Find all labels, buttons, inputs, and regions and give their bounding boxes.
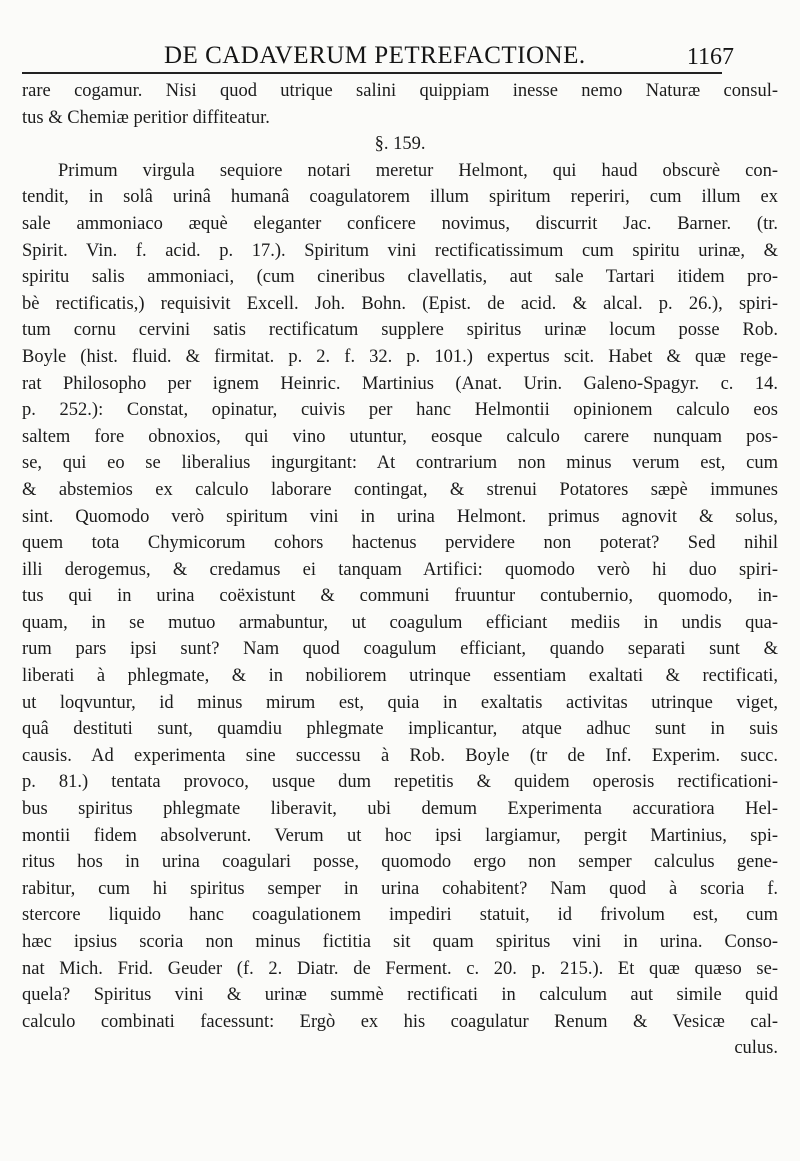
text-line: causis. Ad experimenta sine successu à Rob. Boyle (tr de Inf. Experim. succ. (22, 745, 778, 766)
page-number: 1167 (686, 44, 734, 70)
text-line: tus qui in urina coëxistunt & communi fruuntur contubernio, quomodo, in- (22, 586, 778, 607)
text-line: bus spiritus phlegmate liberavit, ubi demum Experimenta accuratiora Hel- (22, 799, 778, 820)
body-text (22, 78, 778, 1062)
page-header (150, 38, 740, 72)
text-line: Spirit. Vin. f. acid. p. 17.). Spiritum vini rectificatissimum cum spiritu urinæ, & (22, 240, 778, 261)
text-line: ut loqvuntur, id minus mirum est, quia in exaltatis activitas utrinque viget, (22, 692, 778, 713)
text-line: Boyle (hist. fluid. & firmitat. p. 2. f. 32. p. 101.) expertus scit. Habet & quæ rege- (22, 346, 778, 367)
text-line: quela? Spiritus vini & urinæ summè rectificati in calculum aut simile quid (22, 985, 778, 1006)
running-head: DE CADAVERUM PETREFACTIONE. (164, 42, 586, 69)
text-line: liberati à phlegmate, & in nobiliorem utrinque essentiam exaltati & rectificati, (22, 666, 778, 687)
text-line: se, qui eo se liberalius ingurgitant: At contrarium non minus verum est, cum (22, 453, 778, 474)
text-line: quâ destituti sunt, quamdiu phlegmate implicantur, atque adhuc sunt in suis (22, 719, 778, 740)
text-line: quem tota Chymicorum cohors hactenus pervidere non poterat? Sed nihil (22, 533, 778, 554)
text-line: bè rectificatis,) requisivit Excell. Joh. Bohn. (Epist. de acid. & alcal. p. 26.), spiri- (22, 293, 778, 314)
text-line: p. 252.): Constat, opinatur, cuivis per hanc Helmontii opinionem calculo eos (22, 400, 778, 421)
text-line: nat Mich. Frid. Geuder (f. 2. Diatr. de Ferment. c. 20. p. 215.). Et quæ quæso se- (22, 958, 778, 979)
text-line: hæc ipsius scoria non minus fictitia sit quam spiritus vini in urina. Conso- (22, 932, 778, 952)
text-line: calculo combinati facessunt: Ergò ex his coagulatur Renum & Vesicæ cal- (22, 1011, 778, 1032)
text-line: stercore liquido hanc coagulationem impediri statuit, id frivolum est, cum (22, 905, 778, 926)
header-rule (22, 72, 722, 74)
section-number: §. 159. (374, 134, 426, 155)
text-line: ritus hos in urina coagulari posse, quomodo ergo non semper calculus gene- (22, 852, 778, 873)
text-line: illi derogemus, & credamus ei tanquam Artifici: quomodo verò hi duo spiri- (22, 559, 778, 580)
text-line: spiritu salis ammoniaci, (cum cineribus clavellatis, aut sale Tartari itidem pro- (22, 267, 778, 288)
text-line: montii fidem absolverunt. Verum ut hoc ipsi largiamur, pergit Martinius, spi- (22, 825, 778, 846)
text-line: quam, in se mutuo armabuntur, ut coagulum efficiant mediis in undis qua- (22, 612, 778, 633)
text-line: sint. Quomodo verò spiritum vini in urina Helmont. primus agnovit & solus, (22, 506, 778, 527)
text-line: tum cornu cervini satis rectificatum supplere spiritus urinæ locum posse Rob. (22, 320, 778, 341)
text-line: Primum virgula sequiore notari meretur Helmont, qui haud obscurè con- (58, 160, 778, 181)
text-line: & abstemios ex calculo laborare contingat, & strenui Potatores sæpè immunes (22, 479, 778, 500)
text-line: rabitur, cum hi spiritus semper in urina cohabitent? Nam quod à scoria f. (22, 878, 778, 899)
text-line: culus. (734, 1038, 778, 1059)
text-line: tendit, in solâ urinâ humanâ coagulatorem illum spiritum reperiri, cum illum ex (22, 187, 778, 208)
text-line: sale ammoniaco æquè eleganter conficere novimus, discurrit Jac. Barner. (tr. (22, 213, 778, 234)
text-line: rat Philosopho per ignem Heinric. Martinius (Anat. Urin. Galeno-Spagyr. c. 14. (22, 373, 778, 394)
text-line: tus & Chemiæ peritior diffiteatur. (22, 107, 270, 128)
text-line: saltem fore obnoxios, qui vino utuntur, eosque calculo carere nunquam pos- (22, 426, 778, 447)
text-line: rum pars ipsi sunt? Nam quod coagulum efficiant, quando separati sunt & (22, 639, 778, 660)
text-line: rare cogamur. Nisi quod utrique salini quippiam inesse nemo Naturæ consul- (22, 81, 778, 101)
text-line: p. 81.) tentata provoco, usque dum repetitis & quidem operosis rectificationi- (22, 772, 778, 793)
